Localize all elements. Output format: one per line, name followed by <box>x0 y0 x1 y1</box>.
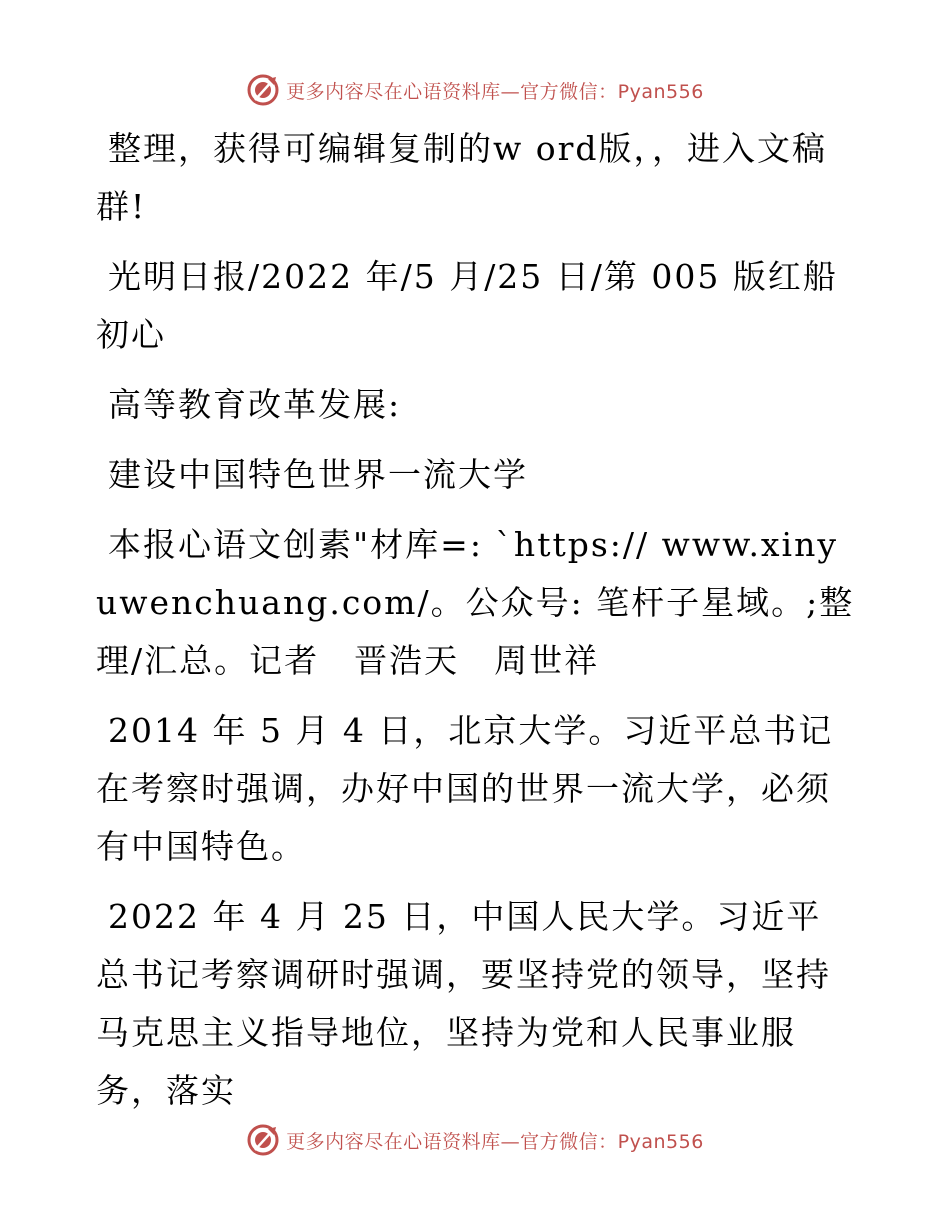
banner-label: 更多内容尽在心语资料库—官方微信：Pyan556 <box>286 80 704 103</box>
paragraph-source: 光明日报/2022 年/5 月/25 日/第 005 版红船初心 <box>96 257 838 354</box>
banner-label: 更多内容尽在心语资料库—官方微信：Pyan556 <box>286 1130 704 1153</box>
paragraph-body-2: 2022 年 4 月 25 日，中国人民大学。习近平总书记考察调研时强调，要坚持党的领导，坚持马克思主义指导地位，坚持为党和人民事业服务，落实 <box>96 897 831 1110</box>
document-body <box>96 120 856 1132</box>
paragraph-body-1: 2014 年 5 月 4 日，北京大学。习近平总书记在考察时强调，办好中国的世界一流大学，必须有中国特色。 <box>96 711 834 866</box>
paragraph-subheadline: 建设中国特色世界一流大学 <box>108 455 528 494</box>
paragraph-intro: 整理，获得可编辑复制的w ord版，，进入文稿群! <box>96 129 828 226</box>
header-watermark-banner <box>0 70 950 110</box>
paragraph-byline: 本报心语文创素"材库=: `https:// www.xinyuwenchuang.com/。公众号: 笔杆子星域。;整理/汇总。记者 晋浩天 周世祥 <box>96 525 855 680</box>
quill-seal-icon <box>246 1123 280 1157</box>
quill-seal-icon <box>246 73 280 107</box>
footer-watermark-banner <box>0 1120 950 1160</box>
paragraph-headline: 高等教育改革发展: <box>108 385 402 424</box>
